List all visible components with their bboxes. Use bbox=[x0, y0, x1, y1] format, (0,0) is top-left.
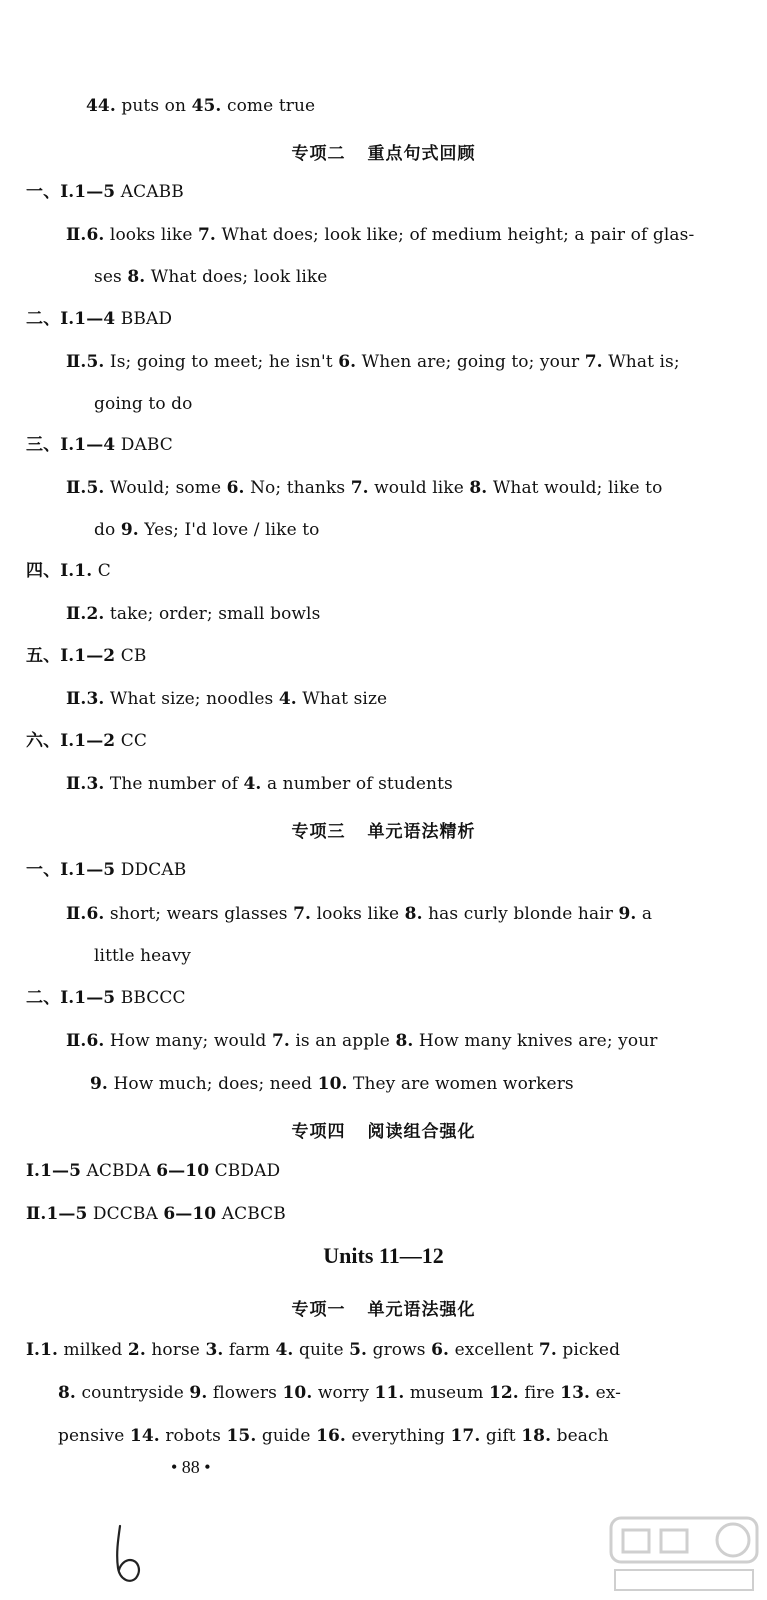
answer-text: pensive bbox=[58, 1426, 130, 1446]
item-number: 14. bbox=[129, 1426, 160, 1446]
part-marker: Ⅱ. bbox=[66, 604, 87, 624]
section-heading-label: 专项一 bbox=[291, 1300, 346, 1320]
part-marker: Ⅱ. bbox=[66, 1031, 87, 1051]
answer-line bbox=[66, 902, 652, 926]
section-heading-label: 专项四 bbox=[291, 1122, 346, 1142]
answer-text: DABC bbox=[115, 435, 173, 455]
answer-text: would like bbox=[368, 478, 470, 498]
answer-text: How many knives are; your bbox=[413, 1031, 658, 1051]
answer-text: BBCCC bbox=[115, 988, 186, 1008]
answer-text: ses bbox=[94, 267, 128, 287]
answer-line bbox=[94, 518, 320, 542]
answer-text: museum bbox=[404, 1383, 489, 1403]
part-marker: 四、Ⅰ. bbox=[26, 561, 75, 581]
answer-text: BBAD bbox=[115, 309, 173, 329]
answer-text: What would; like to bbox=[487, 478, 663, 498]
item-number: 7. bbox=[350, 478, 369, 498]
item-number: 7. bbox=[538, 1340, 557, 1360]
item-number: 10. bbox=[282, 1383, 313, 1403]
section-heading-title: 阅读组合强化 bbox=[367, 1122, 476, 1142]
item-number: 4. bbox=[275, 1340, 294, 1360]
section-heading-label: 专项三 bbox=[291, 822, 346, 842]
answer-line bbox=[66, 1029, 657, 1053]
item-number: 7. bbox=[198, 225, 216, 245]
watermark-logo bbox=[609, 1514, 759, 1594]
section-heading bbox=[0, 1117, 767, 1142]
answer-text: DDCAB bbox=[115, 860, 187, 880]
item-number: 3. bbox=[86, 774, 105, 794]
item-number: 15. bbox=[226, 1426, 257, 1446]
item-range: 1—5 bbox=[74, 860, 116, 880]
part-marker: Ⅱ. bbox=[66, 352, 87, 372]
item-number: 6. bbox=[226, 478, 245, 498]
answer-line bbox=[26, 1202, 286, 1226]
answer-text: take; order; small bowls bbox=[104, 604, 321, 624]
section-heading-title: 单元语法强化 bbox=[367, 1300, 476, 1320]
item-number: 9. bbox=[189, 1383, 208, 1403]
answer-text: What does; look like; of medium height; a pair of glas- bbox=[215, 225, 695, 245]
part-marker: 二、Ⅰ. bbox=[26, 309, 75, 329]
item-number: 44. bbox=[86, 96, 116, 116]
item-number: 6. bbox=[431, 1340, 450, 1360]
answer-line bbox=[26, 644, 146, 668]
item-number: 7. bbox=[293, 904, 312, 924]
answer-text: robots bbox=[159, 1426, 227, 1446]
unit-title: Units 11—12 bbox=[323, 1243, 444, 1268]
answer-text: What is; bbox=[602, 352, 680, 372]
answer-line bbox=[66, 772, 453, 796]
section-heading-label: 专项二 bbox=[291, 144, 346, 164]
item-number: 4. bbox=[278, 689, 297, 709]
item-number: 9. bbox=[90, 1074, 108, 1094]
part-marker: Ⅱ. bbox=[66, 904, 87, 924]
answer-text: farm bbox=[223, 1340, 276, 1360]
item-number: 7. bbox=[271, 1031, 290, 1051]
answer-text: worry bbox=[312, 1383, 375, 1403]
part-marker: Ⅱ. bbox=[66, 689, 87, 709]
answer-text: guide bbox=[256, 1426, 317, 1446]
answer-text: ex- bbox=[590, 1383, 621, 1403]
item-range: 6—10 bbox=[156, 1161, 210, 1181]
item-number: 16. bbox=[316, 1426, 346, 1446]
item-number: 3. bbox=[205, 1340, 224, 1360]
part-marker: 三、Ⅰ. bbox=[26, 435, 75, 455]
item-number: 12. bbox=[488, 1383, 519, 1403]
part-marker: Ⅰ. bbox=[26, 1340, 41, 1360]
answer-line bbox=[26, 559, 111, 583]
part-marker: Ⅱ. bbox=[66, 478, 87, 498]
handwritten-six-icon bbox=[110, 1520, 150, 1590]
item-range: 6—10 bbox=[163, 1204, 217, 1224]
item-range: 1—2 bbox=[74, 646, 116, 666]
answer-text: beach bbox=[551, 1426, 609, 1446]
answer-line bbox=[66, 223, 694, 247]
answer-text: quite bbox=[293, 1340, 350, 1360]
answer-text: going to do bbox=[94, 394, 193, 414]
item-number: 8. bbox=[395, 1031, 414, 1051]
item-number: 5. bbox=[86, 478, 105, 498]
answer-text: They are women workers bbox=[347, 1074, 574, 1094]
answer-line bbox=[94, 392, 192, 416]
part-marker: 五、Ⅰ. bbox=[26, 646, 75, 666]
answer-text: a bbox=[636, 904, 653, 924]
answer-text: ACABB bbox=[115, 182, 184, 202]
handwritten-mark bbox=[110, 1520, 150, 1594]
answer-text: flowers bbox=[207, 1383, 283, 1403]
section-heading bbox=[0, 1295, 767, 1320]
part-marker: 一、Ⅰ. bbox=[26, 860, 75, 880]
item-number: 6. bbox=[86, 225, 105, 245]
item-number: 8. bbox=[469, 478, 488, 498]
answer-text: Is; going to meet; he isn't bbox=[104, 352, 339, 372]
answer-line bbox=[66, 476, 662, 500]
item-range: 1—4 bbox=[74, 309, 116, 329]
item-number: 13. bbox=[560, 1383, 591, 1403]
item-number: 6. bbox=[86, 904, 105, 924]
answer-text: is an apple bbox=[289, 1031, 396, 1051]
item-number: 11. bbox=[374, 1383, 405, 1403]
item-number: 8. bbox=[58, 1383, 76, 1403]
page-number: • 88 • bbox=[171, 1457, 211, 1477]
answer-text: ACBDA bbox=[81, 1161, 157, 1181]
answer-text: No; thanks bbox=[244, 478, 351, 498]
answer-text: short; wears glasses bbox=[104, 904, 294, 924]
item-number: 4. bbox=[243, 774, 262, 794]
answer-line bbox=[58, 1424, 609, 1448]
item-number: 5. bbox=[349, 1340, 368, 1360]
answer-line bbox=[26, 433, 173, 457]
item-number: 9. bbox=[120, 520, 139, 540]
answer-text: How many; would bbox=[104, 1031, 272, 1051]
answer-text: When are; going to; your bbox=[356, 352, 585, 372]
part-marker: 六、Ⅰ. bbox=[26, 731, 75, 751]
section-heading bbox=[0, 139, 767, 164]
answer-text: C bbox=[92, 561, 111, 581]
part-marker: 二、Ⅰ. bbox=[26, 988, 75, 1008]
answer-text: countryside bbox=[75, 1383, 190, 1403]
answer-line bbox=[94, 265, 327, 289]
watermark-icon bbox=[609, 1514, 759, 1594]
item-number: 7. bbox=[584, 352, 603, 372]
answer-text: looks like bbox=[311, 904, 405, 924]
item-number: 18. bbox=[521, 1426, 552, 1446]
part-marker: Ⅱ. bbox=[26, 1204, 47, 1224]
answer-text: do bbox=[94, 520, 121, 540]
item-number: 9. bbox=[618, 904, 637, 924]
item-number: 1. bbox=[74, 561, 93, 581]
answer-text: What size; noodles bbox=[104, 689, 279, 709]
answer-text: little heavy bbox=[94, 946, 191, 966]
answer-text: How much; does; need bbox=[107, 1074, 318, 1094]
answer-text: come true bbox=[221, 96, 316, 116]
item-number: 3. bbox=[86, 689, 105, 709]
part-marker: Ⅰ. bbox=[26, 1161, 41, 1181]
item-range: 1—5 bbox=[40, 1161, 82, 1181]
item-range: 1—4 bbox=[74, 435, 116, 455]
section-heading bbox=[0, 817, 767, 842]
answer-text: looks like bbox=[104, 225, 198, 245]
answer-text: grows bbox=[367, 1340, 432, 1360]
item-range: 1—5 bbox=[46, 1204, 88, 1224]
answer-line bbox=[90, 1072, 574, 1096]
answer-text: What does; look like bbox=[145, 267, 328, 287]
answer-text: everything bbox=[345, 1426, 451, 1446]
item-number: 45. bbox=[191, 96, 222, 116]
item-number: 10. bbox=[317, 1074, 348, 1094]
answer-line bbox=[26, 858, 186, 882]
answer-text: gift bbox=[480, 1426, 522, 1446]
answer-line bbox=[94, 944, 191, 968]
answer-line bbox=[26, 307, 172, 331]
item-number: 6. bbox=[338, 352, 357, 372]
answer-text: The number of bbox=[104, 774, 244, 794]
answer-text: milked bbox=[58, 1340, 128, 1360]
answer-line bbox=[26, 986, 186, 1010]
part-marker: Ⅱ. bbox=[66, 774, 87, 794]
answer-text: a number of students bbox=[261, 774, 453, 794]
answer-line bbox=[58, 1381, 621, 1405]
item-number: 6. bbox=[86, 1031, 105, 1051]
item-range: 1—2 bbox=[74, 731, 116, 751]
answer-line bbox=[66, 602, 320, 626]
item-range: 1—5 bbox=[74, 988, 116, 1008]
answer-text: CBDAD bbox=[209, 1161, 281, 1181]
answer-text: What size bbox=[296, 689, 388, 709]
answer-line bbox=[86, 94, 315, 118]
answer-line bbox=[26, 180, 184, 204]
answer-text: horse bbox=[145, 1340, 206, 1360]
section-heading-title: 单元语法精析 bbox=[367, 822, 476, 842]
answer-text: ACBCB bbox=[216, 1204, 286, 1224]
answer-line bbox=[26, 1159, 280, 1183]
answer-text: picked bbox=[556, 1340, 621, 1360]
answer-text: Yes; I'd love / like to bbox=[138, 520, 320, 540]
answer-text: puts on bbox=[115, 96, 192, 116]
item-range: 1—5 bbox=[74, 182, 116, 202]
item-number: 2. bbox=[86, 604, 105, 624]
answer-line bbox=[26, 729, 147, 753]
item-number: 5. bbox=[86, 352, 105, 372]
answer-text: CB bbox=[115, 646, 147, 666]
answer-text: DCCBA bbox=[87, 1204, 164, 1224]
answer-text: excellent bbox=[449, 1340, 539, 1360]
answer-line bbox=[26, 1338, 620, 1362]
section-heading-title: 重点句式回顾 bbox=[367, 144, 476, 164]
item-number: 1. bbox=[40, 1340, 59, 1360]
item-number: 8. bbox=[404, 904, 423, 924]
answer-text: CC bbox=[115, 731, 147, 751]
part-marker: Ⅱ. bbox=[66, 225, 87, 245]
item-number: 17. bbox=[450, 1426, 481, 1446]
part-marker: 一、Ⅰ. bbox=[26, 182, 75, 202]
answer-line bbox=[66, 350, 680, 374]
answer-line bbox=[66, 687, 387, 711]
item-number: 2. bbox=[127, 1340, 146, 1360]
answer-text: has curly blonde hair bbox=[422, 904, 619, 924]
item-number: 8. bbox=[127, 267, 146, 287]
answer-text: fire bbox=[518, 1383, 561, 1403]
answer-text: Would; some bbox=[104, 478, 227, 498]
